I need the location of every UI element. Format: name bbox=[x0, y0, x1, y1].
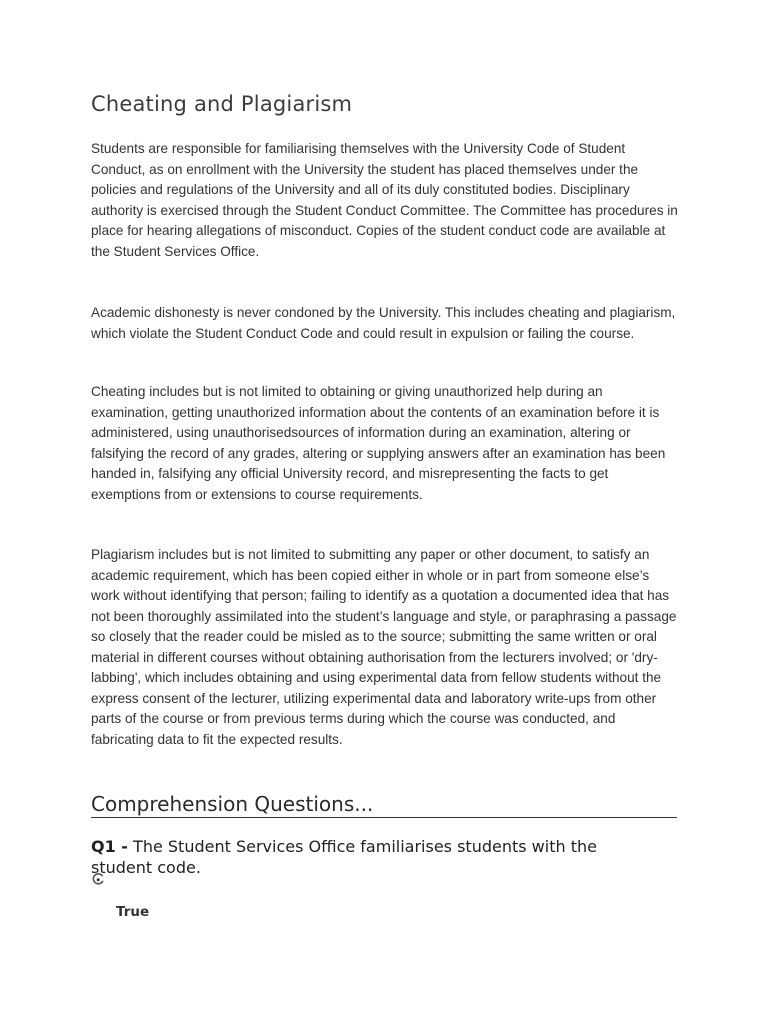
question-1-text: The Student Services Office familiarises students with the student code. bbox=[91, 837, 597, 877]
paragraph-plagiarism: Plagiarism includes but is not limited to submitting any paper or other document, to satisfy an academic requirement, which has been copied either in whole or in part from someone else’s work without identifying that person; failing to identify as a quotation a documented idea that has not been thoroughly assimilated into the student’s language and style, or paraphrasing a passage so closely that the reader could be misled as to the source; submitting the same written or oral material in different courses without obtaining authorisation from the lecturers involved; or 'dry-labbing', which includes obtaining and using experimental data from fellow students without the express consent of the lecturer, utilizing experimental data and laboratory write-ups from other parts of the course or from previous terms during which the course was conducted, and fabricating data to fit the expected results. bbox=[91, 547, 677, 747]
paragraph-academic-dishonesty: Academic dishonesty is never condoned by the University. This includes cheating and plagiarism, which violate the Student Conduct Code and could result in expulsion or failing the course. bbox=[91, 305, 676, 341]
radio-button-icon[interactable] bbox=[91, 872, 105, 886]
paragraph-cheating: Cheating includes but is not limited to obtaining or giving unauthorized help during an examination, getting unauthorized information about the contents of an examination before it is administered, using unauthorisedsources of information during an examination, altering or falsifying the record of any grades, altering or supplying answers after an examination has been handed in, falsifying any official University record, and misrepresenting the facts to get exemptions from or extensions to course requirements. bbox=[91, 384, 666, 502]
answer-option-true[interactable] bbox=[91, 872, 291, 920]
page-title: Cheating and Plagiarism bbox=[91, 92, 353, 116]
question-1-label: Q1 - bbox=[91, 837, 128, 856]
comprehension-heading: Comprehension Questions... bbox=[91, 792, 677, 818]
paragraph-student-conduct: Students are responsible for familiarising themselves with the University Code of Student Conduct, as on enrollment with the University the student has placed themselves under the policies and regulations of the University and all of its duly constituted bodies. Disciplinary authority is exercised through the Student Conduct Committee. The Committee has procedures in place for hearing allegations of misconduct. Copies of the student conduct code are available at the Student Services Office. bbox=[91, 141, 678, 259]
answer-option-true-label: True bbox=[116, 904, 150, 920]
